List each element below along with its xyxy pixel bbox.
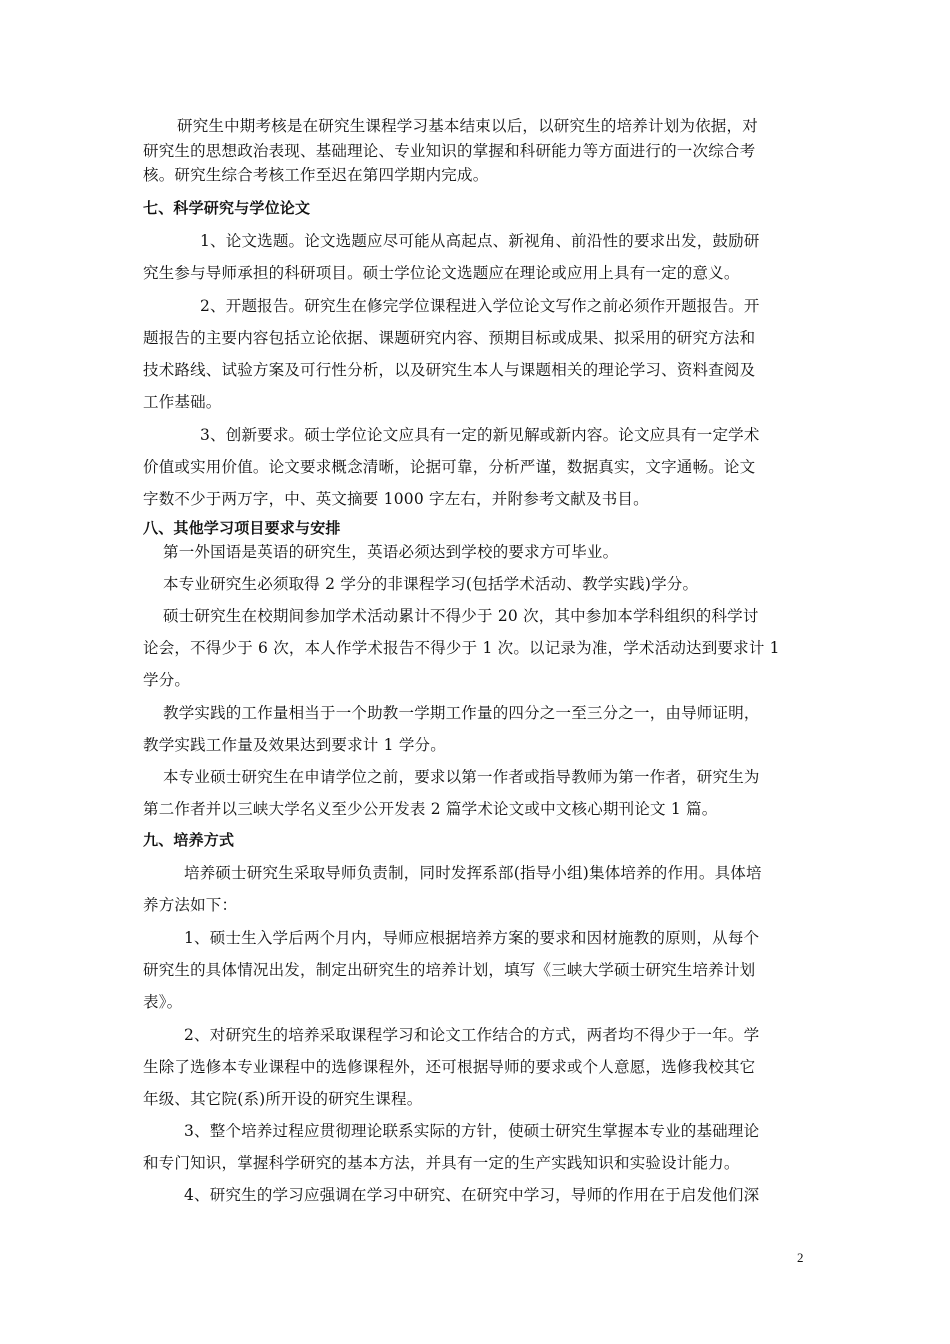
section-heading: 七、科学研究与学位论文: [143, 199, 311, 217]
paragraph-line: 学分。: [143, 671, 191, 689]
paragraph-line: 养方法如下：: [143, 896, 238, 914]
paragraph-line: 3、整个培养过程应贯彻理论联系实际的方针，使硕士研究生掌握本专业的基础理论: [184, 1122, 760, 1140]
paragraph-line: 和专门知识，掌握科学研究的基本方法，并具有一定的生产实践知识和实验设计能力。: [143, 1154, 740, 1172]
paragraph-line: 本专业研究生必须取得 2 学分的非课程学习(包括学术活动、教学实践)学分。: [163, 575, 699, 593]
paragraph-line: 题报告的主要内容包括立论依据、课题研究内容、预期目标或成果、拟采用的研究方法和: [143, 329, 756, 347]
paragraph-line: 硕士研究生在校期间参加学术活动累计不得少于 20 次，其中参加本学科组织的科学讨: [163, 607, 759, 625]
section-heading: 九、培养方式: [143, 831, 235, 849]
paragraph-line: 2、开题报告。研究生在修完学位课程进入学位论文写作之前必须作开题报告。开: [200, 297, 760, 315]
paragraph-line: 生除了选修本专业课程中的选修课程外，还可根据导师的要求或个人意愿，选修我校其它: [143, 1058, 756, 1076]
paragraph-line: 1、硕士生入学后两个月内，导师应根据培养方案的要求和因材施教的原则，从每个: [184, 929, 760, 947]
paragraph-line: 技术路线、试验方案及可行性分析，以及研究生本人与课题相关的理论学习、资料查阅及: [143, 361, 756, 379]
paragraph-line: 本专业硕士研究生在申请学位之前，要求以第一作者或指导教师为第一作者，研究生为: [163, 768, 760, 786]
paragraph-line: 核。研究生综合考核工作至迟在第四学期内完成。: [143, 166, 489, 184]
paragraph-line: 年级、其它院(系)所开设的研究生课程。: [143, 1090, 423, 1108]
paragraph-line: 1、论文选题。论文选题应尽可能从高起点、新视角、前沿性的要求出发，鼓励研: [200, 232, 760, 250]
paragraph-line: 研究生的具体情况出发，制定出研究生的培养计划，填写《三峡大学硕士研究生培养计划: [143, 961, 756, 979]
paragraph-line: 4、研究生的学习应强调在学习中研究、在研究中学习，导师的作用在于启发他们深: [184, 1186, 760, 1204]
section-heading: 八、其他学习项目要求与安排: [143, 519, 341, 537]
paragraph-line: 教学实践的工作量相当于一个助教一学期工作量的四分之一至三分之一，由导师证明，: [163, 704, 760, 722]
page-number: 2: [797, 1250, 804, 1265]
paragraph-line: 3、创新要求。硕士学位论文应具有一定的新见解或新内容。论文应具有一定学术: [200, 426, 760, 444]
paragraph-line: 第一外国语是英语的研究生，英语必须达到学校的要求方可毕业。: [163, 543, 619, 561]
paragraph-line: 字数不少于两万字，中、英文摘要 1000 字左右，并附参考文献及书目。: [143, 490, 649, 508]
paragraph-line: 论会，不得少于 6 次，本人作学术报告不得少于 1 次。以记录为准，学术活动达到要求计 1: [143, 639, 780, 657]
paragraph-line: 表》。: [143, 993, 183, 1011]
paragraph-line: 研究生的思想政治表现、基础理论、专业知识的掌握和科研能力等方面进行的一次综合考: [143, 142, 756, 160]
paragraph-line: 究生参与导师承担的科研项目。硕士学位论文选题应在理论或应用上具有一定的意义。: [143, 264, 740, 282]
paragraph-line: 第二作者并以三峡大学名义至少公开发表 2 篇学术论文或中文核心期刊论文 1 篇。: [143, 800, 718, 818]
paragraph-line: 研究生中期考核是在研究生课程学习基本结束以后，以研究生的培养计划为依据，对: [177, 117, 758, 135]
paragraph-line: 教学实践工作量及效果达到要求计 1 学分。: [143, 736, 446, 754]
paragraph-line: 工作基础。: [143, 393, 222, 411]
paragraph-line: 价值或实用价值。论文要求概念清晰，论据可靠，分析严谨，数据真实，文字通畅。论文: [143, 458, 756, 476]
paragraph-line: 2、对研究生的培养采取课程学习和论文工作结合的方式，两者均不得少于一年。学: [184, 1026, 760, 1044]
paragraph-line: 培养硕士研究生采取导师负责制，同时发挥系部(指导小组)集体培养的作用。具体培: [184, 864, 762, 882]
